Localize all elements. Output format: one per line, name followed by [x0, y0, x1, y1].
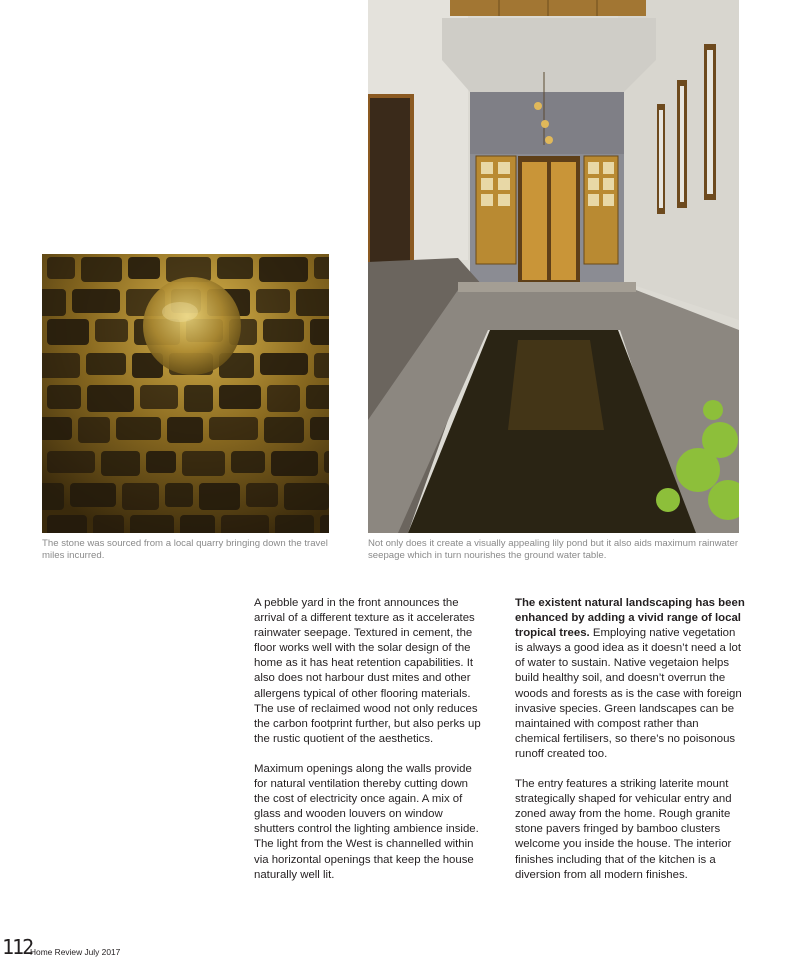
body-column-right	[515, 596, 745, 898]
paragraph: Maximum openings along the walls provide for natural ventilation thereby cutting down the cost of electricity once again. A mix of glass and wooden louvers on window shutters control the lighting ambience inside. The light from the West is channelled within via horizontal openings that keep the house naturally well lit.	[254, 762, 479, 881]
page-number: 112	[2, 935, 33, 959]
publication-line: Home Review July 2017	[30, 947, 121, 957]
caption-pond-photo: Not only does it create a visually appealing lily pond but it also aids maximum rainwater seepage which in turn nourishes the ground water table.	[368, 538, 739, 561]
orb-lamp	[143, 277, 241, 375]
lead-sentence: The existent natural landscaping has been enhanced by adding a vivid range of local tropical trees.	[515, 597, 745, 640]
paragraph-text: Employing native vegetation is always a good idea as it doesn’t need a lot of water to sustain. Native vegetaion helps build healthy soil, and doesn’t overrun the woods and forests as is the case with foreign invasive species. Green landscapes can be maintained with compost rather than chemical fertilisers, so there’s no poisonous runoff created too.	[515, 627, 742, 760]
caption-stone-photo: The stone was sourced from a local quarry bringing down the travel miles incurred.	[42, 538, 328, 561]
paragraph	[515, 596, 745, 762]
body-column-left	[254, 596, 482, 898]
stone-wall-photo	[42, 254, 329, 533]
paragraph: A pebble yard in the front announces the arrival of a different texture as it accelerates rainwater seepage. Textured in cement, the floor works well with the solar design of the home as it has heat retention capabilities. It also does not harbour dust mites and other allergens typical of other flooring materials. The use of reclaimed wood not only reduces the carbon footprint further, but also perks up the rustic quotient of the aesthetics.	[254, 597, 481, 745]
paragraph: The entry features a striking laterite mount strategically shaped for vehicular entry and zoned away from the home. Rough granite stone pavers fringed by bamboo clusters welcome you inside the house. The interior finishes including that of the kitchen is a diversion from all modern finishes.	[515, 778, 732, 881]
lily-pond-photo	[368, 0, 739, 533]
